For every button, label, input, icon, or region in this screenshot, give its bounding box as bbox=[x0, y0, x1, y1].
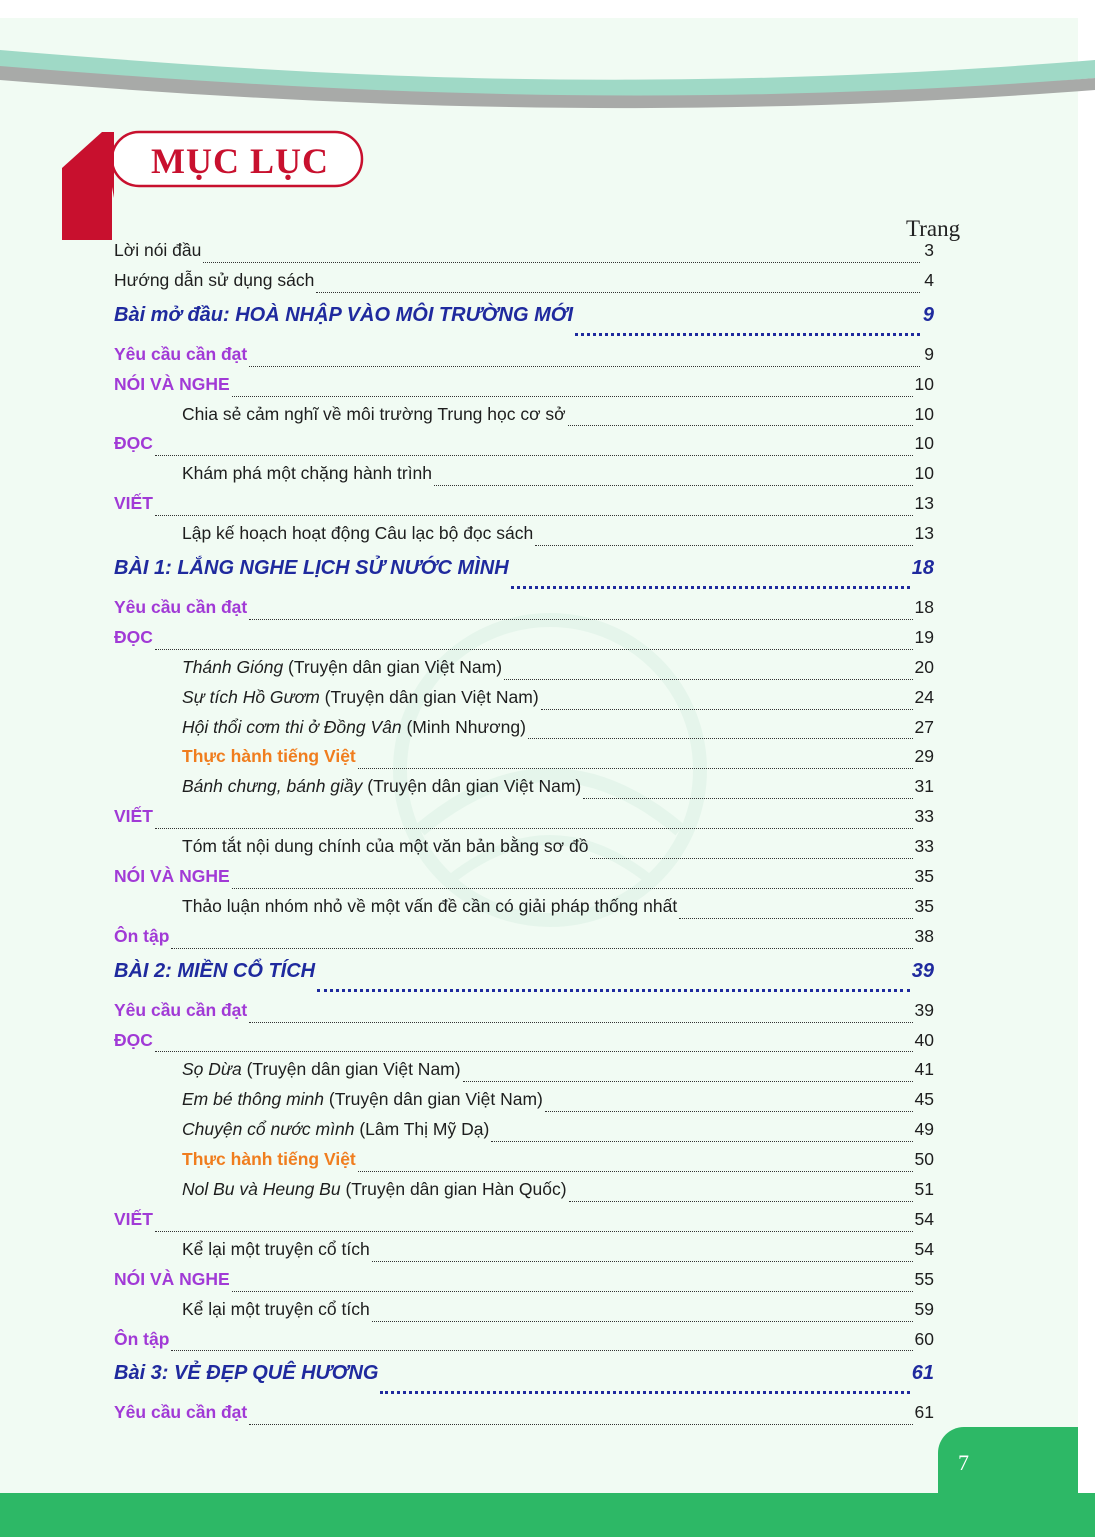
toc-dot-leader bbox=[535, 539, 912, 546]
toc-page-number: 9 bbox=[922, 303, 934, 326]
toc-dot-leader bbox=[434, 479, 913, 486]
toc-entry-title bbox=[114, 1119, 489, 1140]
toc-entry-work-title: Em bé thông minh bbox=[182, 1089, 325, 1110]
toc-entry-title: Lời nói đầu bbox=[114, 240, 202, 260]
toc-page-number: 40 bbox=[914, 1029, 934, 1050]
toc-page-number: 38 bbox=[914, 925, 934, 946]
toc-dot-leader bbox=[568, 419, 913, 426]
toc-entry-title: Thực hành tiếng Việt bbox=[182, 746, 356, 767]
toc-dot-leader bbox=[358, 762, 913, 769]
toc-entry[interactable] bbox=[114, 627, 934, 657]
page-column-label: Trang bbox=[906, 216, 961, 241]
toc-page-number: 50 bbox=[914, 1149, 934, 1170]
toc-page-number: 33 bbox=[914, 836, 934, 857]
toc-page-number: 9 bbox=[924, 343, 934, 364]
toc-page-number: 35 bbox=[914, 866, 934, 887]
toc-dot-leader bbox=[155, 1045, 913, 1052]
toc-dot-leader bbox=[155, 643, 913, 650]
toc-entry[interactable] bbox=[114, 1059, 934, 1089]
toc-dot-leader bbox=[541, 703, 913, 710]
table-of-contents bbox=[114, 240, 934, 1432]
toc-entry[interactable] bbox=[114, 1000, 934, 1030]
toc-entry[interactable] bbox=[114, 433, 934, 463]
toc-entry[interactable] bbox=[114, 300, 934, 344]
toc-entry-title bbox=[114, 657, 502, 678]
toc-page-number: 10 bbox=[914, 403, 934, 424]
toc-entry-title: Chia sẻ cảm nghĩ về môi trường Trung học cơ sở bbox=[182, 403, 566, 424]
toc-entry-title bbox=[114, 717, 526, 738]
toc-page-number: 54 bbox=[914, 1208, 934, 1229]
toc-entry-title: Ôn tập bbox=[114, 1328, 170, 1349]
toc-entry-title: Hướng dẫn sử dụng sách bbox=[114, 269, 315, 290]
toc-entry-title: Bài mở đầu: HOÀ NHẬP VÀO MÔI TRƯỜNG MỚI bbox=[114, 303, 574, 326]
toc-entry[interactable] bbox=[114, 463, 934, 493]
toc-entry[interactable] bbox=[114, 374, 934, 404]
toc-entry-title: Yêu cầu cần đạt bbox=[114, 999, 248, 1020]
toc-entry[interactable] bbox=[114, 896, 934, 926]
toc-entry[interactable] bbox=[114, 597, 934, 627]
toc-page-number: 35 bbox=[914, 895, 934, 916]
toc-entry-title: Yêu cầu cần đạt bbox=[114, 343, 248, 364]
toc-entry[interactable] bbox=[114, 717, 934, 747]
toc-entry[interactable] bbox=[114, 956, 934, 1000]
toc-dot-leader bbox=[317, 983, 910, 992]
toc-dot-leader bbox=[511, 580, 910, 589]
toc-page-number: 54 bbox=[914, 1238, 934, 1259]
toc-dot-leader bbox=[463, 1075, 913, 1082]
toc-page-number: 4 bbox=[924, 269, 934, 290]
toc-page-number: 61 bbox=[914, 1402, 934, 1423]
toc-dot-leader bbox=[372, 1255, 913, 1262]
toc-page-number: 13 bbox=[914, 523, 934, 544]
toc-entry[interactable] bbox=[114, 1269, 934, 1299]
toc-entry-title: Kể lại một truyện cổ tích bbox=[182, 1238, 370, 1259]
toc-page-number: 39 bbox=[914, 999, 934, 1020]
toc-entry[interactable] bbox=[114, 836, 934, 866]
toc-entry[interactable] bbox=[114, 1209, 934, 1239]
toc-entry[interactable] bbox=[114, 657, 934, 687]
toc-entry-title: BÀI 2: MIỀN CỔ TÍCH bbox=[114, 959, 316, 982]
toc-page-number: 55 bbox=[914, 1268, 934, 1289]
toc-entry[interactable] bbox=[114, 866, 934, 896]
toc-entry-work-title: Thánh Gióng bbox=[182, 656, 284, 677]
toc-entry-title: Tóm tắt nội dung chính của một văn bản bằng sơ đồ bbox=[182, 836, 589, 857]
toc-entry-work-title: Nol Bu và Heung Bu bbox=[182, 1179, 341, 1200]
toc-entry[interactable] bbox=[114, 523, 934, 553]
toc-page-number: 60 bbox=[914, 1328, 934, 1349]
toc-entry-title: Lập kế hoạch hoạt động Câu lạc bộ đọc sách bbox=[182, 523, 534, 544]
toc-entry-title: ĐỌC bbox=[114, 1029, 153, 1050]
toc-entry-title: Yêu cầu cần đạt bbox=[114, 597, 248, 618]
toc-entry[interactable] bbox=[114, 553, 934, 597]
toc-entry[interactable] bbox=[114, 1179, 934, 1209]
toc-entry[interactable] bbox=[114, 270, 934, 300]
toc-page-number: 61 bbox=[911, 1362, 934, 1385]
toc-entry[interactable] bbox=[114, 240, 934, 270]
toc-page-number: 18 bbox=[911, 557, 934, 580]
toc-entry-title bbox=[114, 776, 581, 797]
toc-entry[interactable] bbox=[114, 687, 934, 717]
toc-entry-title: ĐỌC bbox=[114, 433, 153, 454]
toc-entry-title: NÓI VÀ NGHE bbox=[114, 373, 230, 394]
toc-dot-leader bbox=[249, 1016, 912, 1023]
toc-entry[interactable] bbox=[114, 1358, 934, 1402]
header-swoosh-decoration bbox=[0, 40, 1095, 120]
toc-page-number: 49 bbox=[914, 1119, 934, 1140]
toc-entry-title: Ôn tập bbox=[114, 925, 170, 946]
toc-page-number: 19 bbox=[914, 626, 934, 647]
toc-page-number: 10 bbox=[914, 433, 934, 454]
toc-dot-leader bbox=[504, 673, 912, 680]
toc-entry[interactable] bbox=[114, 1239, 934, 1269]
toc-dot-leader bbox=[155, 509, 913, 516]
toc-entry-title bbox=[114, 1089, 543, 1110]
toc-entry-title: VIẾT bbox=[114, 1208, 153, 1229]
toc-entry-title: VIẾT bbox=[114, 493, 153, 514]
toc-page-number: 41 bbox=[914, 1059, 934, 1080]
toc-entry-author: (Truyện dân gian Việt Nam) bbox=[283, 656, 503, 677]
toc-dot-leader bbox=[249, 613, 912, 620]
toc-page-number: 51 bbox=[914, 1179, 934, 1200]
toc-entry-title: Khám phá một chặng hành trình bbox=[182, 463, 433, 484]
toc-dot-leader bbox=[155, 1225, 913, 1232]
toc-page-number: 31 bbox=[914, 776, 934, 797]
toc-entry-title: BÀI 1: LẮNG NGHE LỊCH SỬ NƯỚC MÌNH bbox=[114, 557, 509, 580]
toc-entry[interactable] bbox=[114, 1299, 934, 1329]
toc-page-number: 10 bbox=[914, 373, 934, 394]
toc-dot-leader bbox=[203, 256, 920, 263]
toc-page-number: 33 bbox=[914, 806, 934, 827]
toc-dot-leader bbox=[679, 912, 912, 919]
toc-entry-author: (Lâm Thị Mỹ Dạ) bbox=[354, 1119, 490, 1140]
toc-dot-leader bbox=[528, 732, 913, 739]
toc-dot-leader bbox=[171, 1344, 912, 1351]
toc-entry-title: NÓI VÀ NGHE bbox=[114, 866, 230, 887]
toc-entry-author: (Truyện dân gian Việt Nam) bbox=[319, 686, 539, 707]
toc-entry-work-title: Bánh chưng, bánh giầy bbox=[182, 776, 363, 797]
toc-page-number: 29 bbox=[914, 746, 934, 767]
toc-page-number: 10 bbox=[914, 463, 934, 484]
toc-entry-title: ĐỌC bbox=[114, 626, 153, 647]
toc-entry-title: Yêu cầu cần đạt bbox=[114, 1402, 248, 1423]
toc-entry-author: (Truyện dân gian Việt Nam) bbox=[324, 1089, 543, 1110]
toc-entry[interactable] bbox=[114, 1329, 934, 1359]
toc-page-number: 45 bbox=[914, 1089, 934, 1110]
page-number: 7 bbox=[958, 1450, 969, 1475]
toc-page-number: 13 bbox=[914, 493, 934, 514]
toc-entry-work-title: Sự tích Hồ Gươm bbox=[182, 686, 320, 707]
toc-entry[interactable] bbox=[114, 404, 934, 434]
toc-entry[interactable] bbox=[114, 1089, 934, 1119]
toc-dot-leader bbox=[249, 360, 920, 367]
toc-dot-leader bbox=[491, 1135, 912, 1142]
toc-entry[interactable] bbox=[114, 776, 934, 806]
toc-dot-leader bbox=[358, 1165, 913, 1172]
toc-dot-leader bbox=[372, 1315, 913, 1322]
toc-entry-title: Thảo luận nhóm nhỏ về một vấn đề cần có giải pháp thống nhất bbox=[182, 895, 678, 916]
toc-dot-leader bbox=[155, 822, 913, 829]
toc-entry-title: Kể lại một truyện cổ tích bbox=[182, 1298, 370, 1319]
toc-entry-title bbox=[114, 1059, 461, 1080]
toc-dot-leader bbox=[380, 1385, 909, 1394]
toc-entry[interactable] bbox=[114, 926, 934, 956]
toc-page-number: 24 bbox=[914, 686, 934, 707]
toc-entry-work-title: Chuyện cổ nước mình bbox=[182, 1119, 355, 1140]
toc-dot-leader bbox=[232, 882, 913, 889]
toc-dot-leader bbox=[155, 449, 913, 456]
toc-entry-title bbox=[114, 1179, 567, 1200]
toc-entry-title: NÓI VÀ NGHE bbox=[114, 1268, 230, 1289]
toc-entry-author: (Truyện dân gian Việt Nam) bbox=[362, 776, 582, 797]
toc-entry-title: Bài 3: VẺ ĐẸP QUÊ HƯƠNG bbox=[114, 1362, 379, 1385]
toc-page-number: 27 bbox=[914, 716, 934, 737]
toc-entry-work-title: Hội thổi cơm thi ở Đồng Vân bbox=[182, 716, 402, 737]
toc-page-number: 39 bbox=[911, 959, 934, 982]
toc-entry[interactable] bbox=[114, 746, 934, 776]
toc-entry-author: (Truyện dân gian Việt Nam) bbox=[241, 1059, 461, 1080]
toc-entry[interactable] bbox=[114, 344, 934, 374]
footer-band bbox=[0, 1493, 1095, 1537]
toc-entry[interactable] bbox=[114, 1030, 934, 1060]
toc-dot-leader bbox=[590, 852, 912, 859]
toc-dot-leader bbox=[232, 1285, 913, 1292]
toc-dot-leader bbox=[171, 942, 912, 949]
toc-entry[interactable] bbox=[114, 493, 934, 523]
toc-dot-leader bbox=[249, 1418, 912, 1425]
toc-entry-work-title: Sọ Dừa bbox=[182, 1059, 242, 1080]
toc-entry-title: Thực hành tiếng Việt bbox=[182, 1149, 356, 1170]
toc-entry-author: (Truyện dân gian Hàn Quốc) bbox=[340, 1179, 567, 1200]
toc-entry[interactable] bbox=[114, 1149, 934, 1179]
toc-dot-leader bbox=[316, 286, 920, 293]
toc-page-number: 59 bbox=[914, 1298, 934, 1319]
toc-page-number: 3 bbox=[924, 240, 934, 260]
toc-entry[interactable] bbox=[114, 1119, 934, 1149]
toc-entry-author: (Minh Nhương) bbox=[401, 716, 526, 737]
toc-dot-leader bbox=[545, 1105, 913, 1112]
page-title: MỤC LỤC bbox=[151, 141, 329, 181]
toc-entry[interactable] bbox=[114, 806, 934, 836]
toc-dot-leader bbox=[232, 390, 913, 397]
toc-entry-title: VIẾT bbox=[114, 806, 153, 827]
toc-page-number: 18 bbox=[914, 597, 934, 618]
toc-dot-leader bbox=[569, 1195, 913, 1202]
toc-page-number: 20 bbox=[914, 656, 934, 677]
toc-dot-leader bbox=[583, 792, 912, 799]
toc-entry[interactable] bbox=[114, 1402, 934, 1432]
toc-dot-leader bbox=[575, 327, 920, 336]
toc-entry-title bbox=[114, 687, 539, 708]
